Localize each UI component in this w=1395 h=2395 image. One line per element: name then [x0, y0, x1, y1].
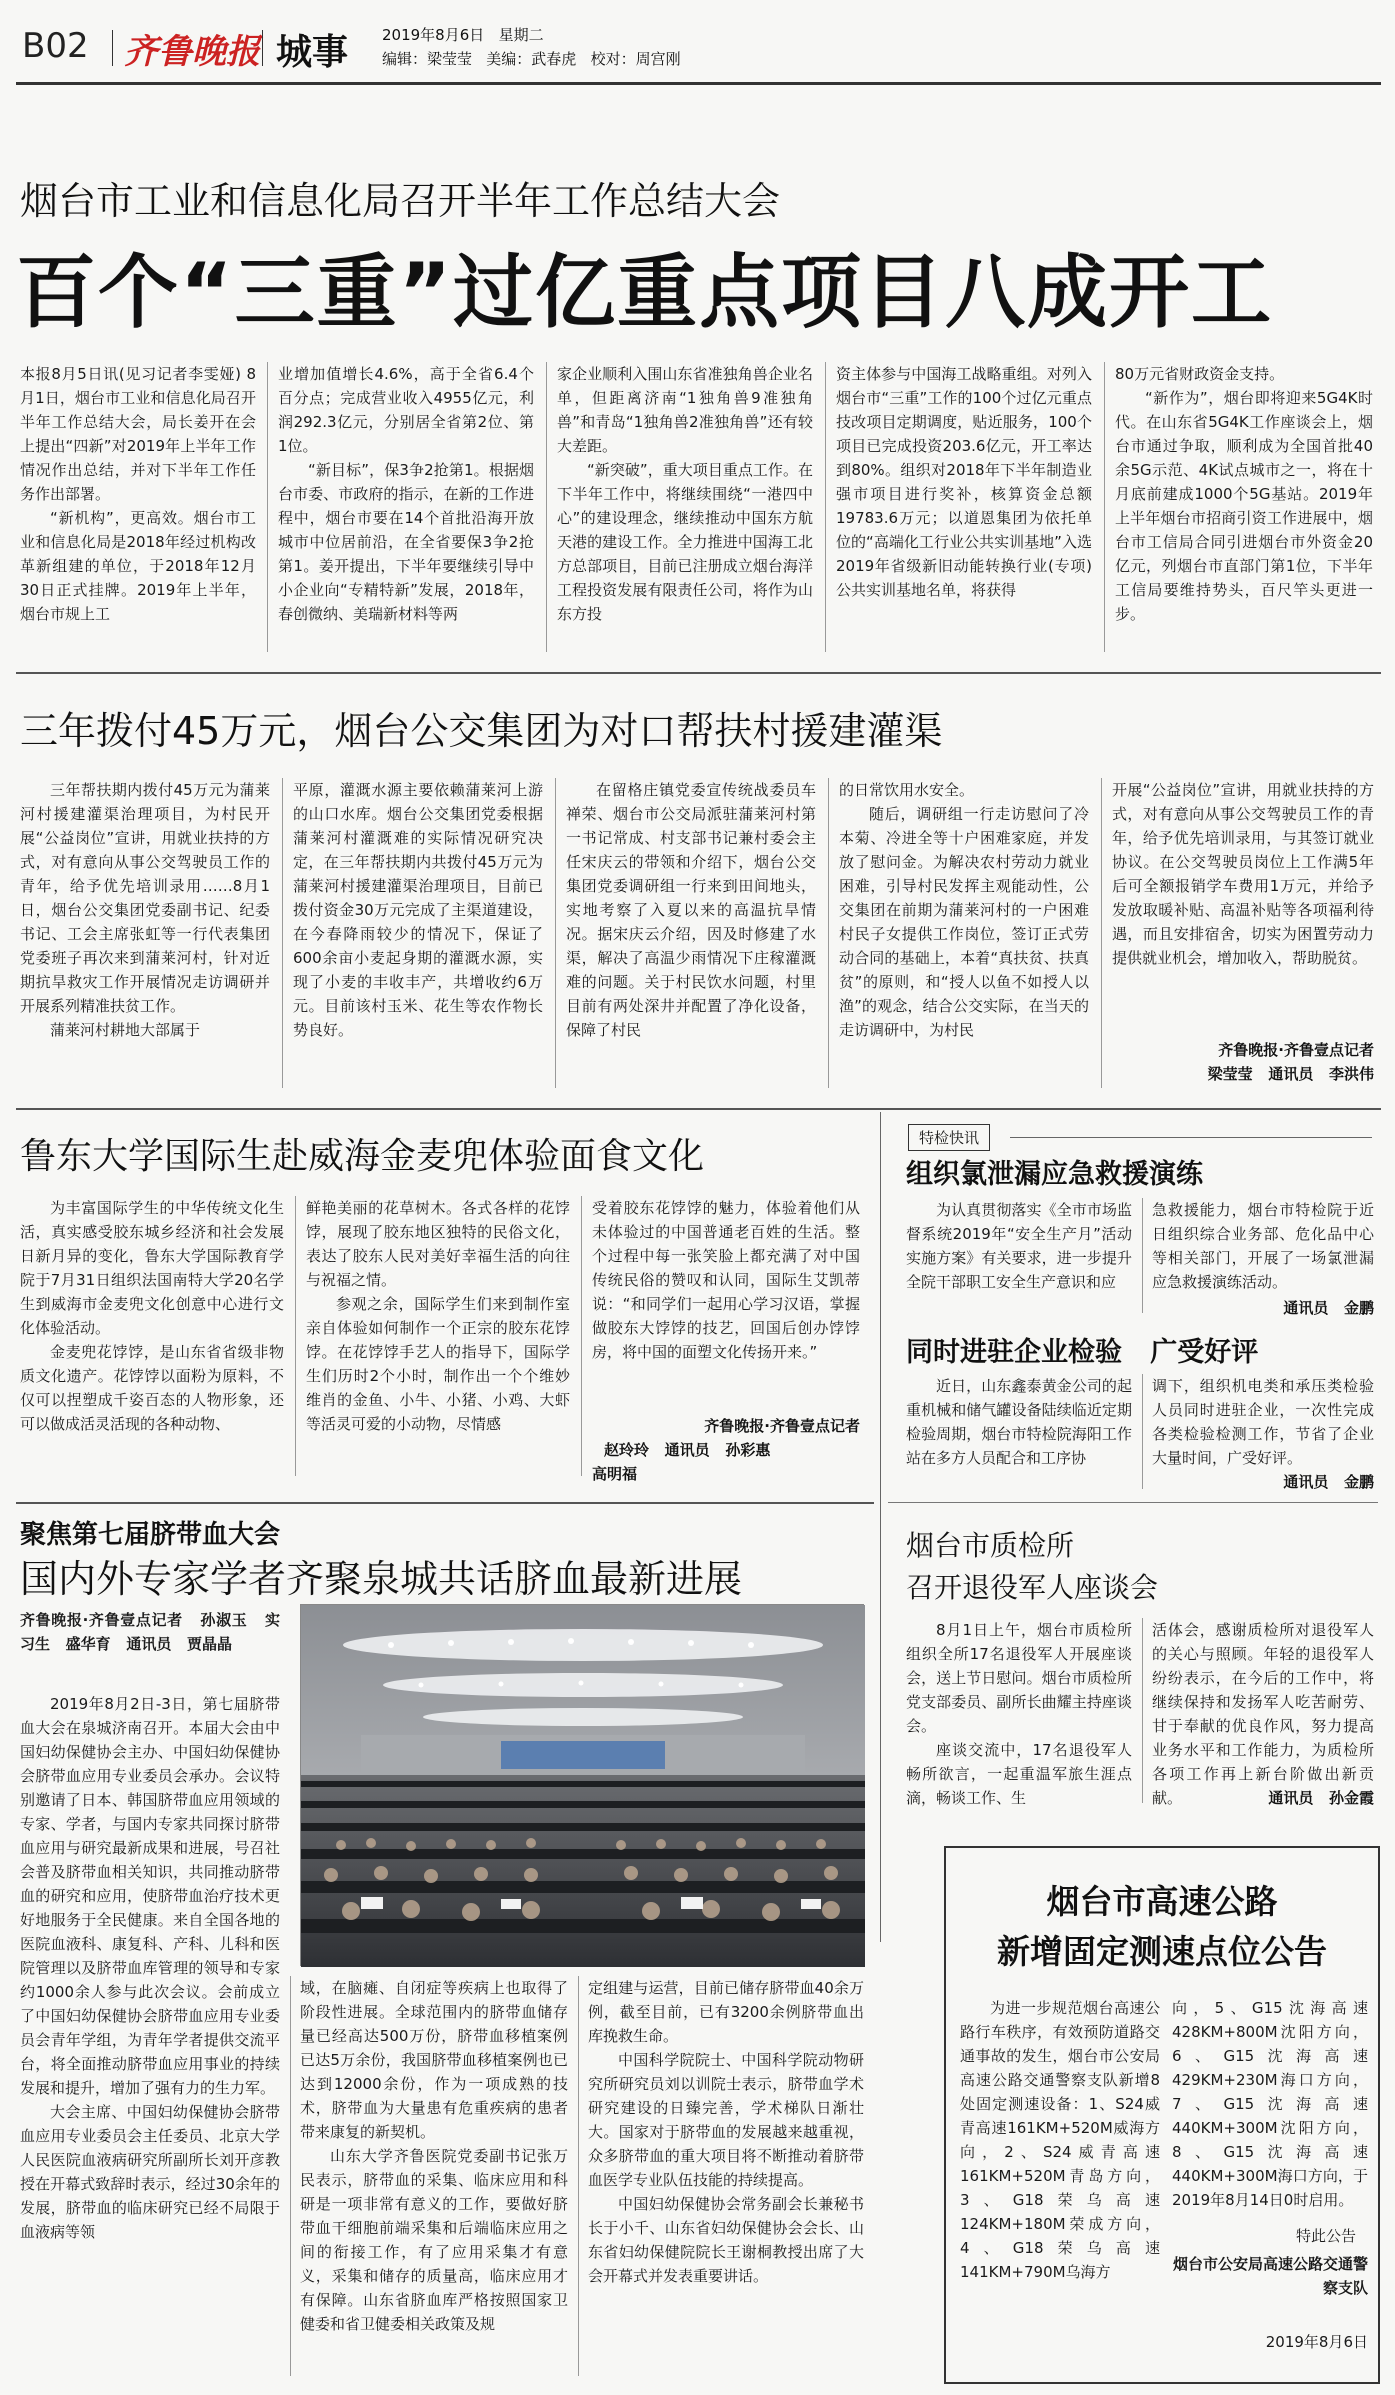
ldu-byline-3: 高明福: [592, 1465, 638, 1483]
inspection-tag: 特检快讯: [908, 1124, 990, 1151]
masthead-divider: [112, 30, 113, 66]
lead-col-5: 80万元省财政资金支持。 “新作为”，烟台即将迎来5G4K时代。在山东省5G4K工作座谈会上，烟台市通过争取，顺利成为全国首批40余5G示范、4K试点城市之一，将在十月底前建成1000个5G基站。2019年上半年烟台市招商引资工作进展中，烟台市工信局合同引进烟台市外资金20亿元，列烟台市直部门第1位，下半年工信局要维持势头，百尺竿头更进一步。: [1115, 365, 1373, 623]
inspection-s1-col-1: 为认真贯彻落实《全市市场监督系统2019年“安全生产月”活动实施方案》有关要求，进一步提升全院干部职工安全生产意识和应: [906, 1201, 1132, 1291]
column-rule: [825, 362, 826, 652]
ldu-col-2: 鲜艳美丽的花草树木。各式各样的花饽饽，展现了胶东地区独特的民俗文化，表达了胶东人民对美好幸福生活的向往与祝福之情。 参观之余，国际学生们来到制作室亲自体验如何制作一个正宗的胶东花饽饽。在花饽饽手艺人的指导下，国际学生们历时2个小时，制作出一个个维妙维肖的金鱼、小牛、小猪、小鸡、大虾等活灵可爱的小动物，尽情感: [306, 1199, 570, 1433]
cord-kicker: 聚焦第七届脐带血大会: [20, 1520, 281, 1550]
cord-col-1: 2019年8月2日-3日，第七届脐带血大会在泉城济南召开。本届大会由中国妇幼保健协会主办、中国妇幼保健协会脐带血应用专业委员会承办。会议特别邀请了日本、韩国脐带血应用领域的专家、学者，与国内专家共同探讨脐带血应用与研究最新成果和进展，号召社会普及脐带血相关知识，共同推动脐带血的研究和应用，使脐带血治疗技术更好地服务于全民健康。来自全国各地的医院血液科、康复科、产科、儿科和医院管理以及脐带血库管理的领导和专家约1000余人参与此次会议。会前成立了中国妇幼保健协会脐带血应用专业委员会青年学组，为青年学者提供交流平台，将全面推动脐带血应用事业的持续发展和提升，增加了强有力的生力军。 大会主席、中国妇幼保健协会脐带血应用专业委员会主任委员、北京大学人民医院血液病研究所副所长刘开彦教授在开幕式致辞时表示，经过30余年的发展，脐带血的临床研究已经不局限于血液病等领: [20, 1695, 280, 2241]
column-rule: [282, 778, 283, 1088]
inspection-s2-title: 同时进驻企业检验 广受好评: [906, 1337, 1259, 1368]
section-rule: [16, 672, 1381, 674]
column-rule: [1101, 778, 1102, 1088]
paper-logo: 齐鲁晚报: [124, 32, 260, 72]
inspection-s1-byline: 通讯员 金鹏: [1283, 1299, 1374, 1317]
right-column-divider: [880, 1112, 881, 1942]
veteran-col-1: 8月1日上午，烟台市质检所组织全所17名退役军人开展座谈会，送上节日慰问。烟台市质检所党支部委员、副所长曲耀主持座谈会。 座谈交流中，17名退役军人畅所欲言，一起重温军旅生涯点滴，畅谈工作、生: [906, 1621, 1132, 1807]
column-rule: [555, 778, 556, 1088]
masthead-rule: [16, 82, 1381, 85]
inspection-s2-byline: 通讯员 金鹏: [1283, 1473, 1374, 1491]
ldu-byline-1: 齐鲁晚报·齐鲁壹点记者: [704, 1417, 860, 1435]
column-rule: [546, 362, 547, 652]
column-rule: [828, 778, 829, 1088]
bus-byline-2: 梁莹莹 通讯员 李洪伟: [1207, 1065, 1374, 1083]
inspection-s2-col-2: 调下，组织机电类和承压类检验人员同时进驻企业，一次性完成各类检验检测工作，节省了企业大量时间，广受好评。: [1152, 1377, 1374, 1467]
notice-title-2: 新增固定测速点位公告: [997, 1932, 1327, 1971]
veteran-title-2: 召开退役军人座谈会: [906, 1571, 1159, 1604]
column-rule: [1142, 1618, 1143, 1803]
section-rule: [16, 1502, 874, 1504]
notice-col-2: 向，5、G15沈海高速428KM+800M沈阳方向，6、G15沈海高速429KM+230M海口方向，7、G15沈海高速440KM+300M沈阳方向，8、G15沈海高速440KM+300M海口方向，于2019年8月14日0时启用。: [1172, 1999, 1368, 2209]
column-rule: [578, 1976, 579, 2376]
column-rule: [290, 1976, 291, 2376]
veteran-col-2: 活体会，感谢质检所对退役军人的关心与照顾。年轻的退役军人纷纷表示，在今后的工作中，将继续保持和发扬军人吃苦耐劳、甘于奉献的优良作风，努力提高业务水平和工作能力，为质检所各项工作再上新台阶做出新贡献。: [1152, 1621, 1374, 1807]
inspection-s2-col-1: 近日，山东鑫泰黄金公司的起重机械和储气罐设备陆续临近定期检验周期，烟台市特检院海阳工作站在多方人员配合和工序协: [906, 1377, 1132, 1467]
veteran-byline: 通讯员 孙金霞: [1268, 1789, 1374, 1807]
cord-col-2: 域，在脑瘫、自闭症等疾病上也取得了阶段性进展。全球范围内的脐带血储存量已经高达500万份，脐带血移植案例已达5万余份，我国脐带血移植案例也已达到12000余份，作为一项成熟的技术，脐带血为大量患有危重疾病的患者带来康复的新契机。 山东大学齐鲁医院党委副书记张万民表示，脐带血的采集、临床应用和科研是一项非常有意义的工作，要做好脐带血干细胞前端采集和后端临床应用之间的衔接工作，有了应用采集才有意义，采集和储存的质量高，临床应用才有保障。山东省脐血库严格按照国家卫健委和省卫健委相关政策及规: [300, 1979, 568, 2333]
notice-date: 2019年8月6日: [1265, 2333, 1368, 2351]
notice-col-1: 为进一步规范烟台高速公路行车秩序，有效预防道路交通事故的发生，烟台市公安局高速公路交通警察支队新增8处固定测速设备：1、S24威青高速161KM+520M威海方向，2、S24威青高速161KM+520M青岛方向，3、G18荣乌高速124KM+180M荣成方向，4、G18荣乌高速141KM+790M乌海方: [960, 1999, 1160, 2281]
lead-col-1: 本报8月5日讯(见习记者李雯娅) 8月1日，烟台市工业和信息化局召开半年工作总结大会，局长姜开在会上提出“四新”对2019年上半年工作情况作出总结，并对下半年工作任务作出部署。 “新机构”，更高效。烟台市工业和信息化局是2018年经过机构改革新组建的单位，于2018年12月30日正式挂牌。2019年上半年，烟台市规上工: [20, 365, 256, 623]
inspection-s1-title: 组织氯泄漏应急救援演练: [906, 1159, 1203, 1190]
ldu-headline: 鲁东大学国际生赴威海金麦兜体验面食文化: [20, 1136, 705, 1177]
issue-date: 2019年8月6日 星期二: [382, 26, 544, 44]
column-rule: [1142, 1198, 1143, 1313]
bus-col-3: 在留格庄镇党委宣传统战委员车禅荣、烟台市公交局派驻蒲莱河村第一书记常成、村支部书记兼村委会主任宋庆云的带领和介绍下，烟台公交集团党委调研组一行来到田间地头，实地考察了入夏以来的高温抗旱情况。据宋庆云介绍，因及时修建了水渠，解决了高温少雨情况下庄稼灌溉难的问题。关于村民饮水问题，村里目前有两处深井并配置了净化设备，保障了村民: [566, 781, 816, 1039]
cord-col-3: 定组建与运营，目前已储存脐带血40余万例，截至目前，已有3200余例脐带血出库挽救生命。 中国科学院院士、中国科学院动物研究所研究员刘以训院士表示，脐带血学术研究建设的日臻完善，学术梯队日渐壮大。国家对于脐带血的发展越来越重视，众多脐带血的重大项目将不断推动着脐带血医学专业队伍技能的持续提高。 中国妇幼保健协会常务副会长兼秘书长于小千、山东省妇幼保健协会会长、山东省妇幼保健院院长王谢桐教授出席了大会开幕式并发表重要讲话。: [588, 1979, 864, 2285]
editor-credits: 编辑：梁莹莹 美编：武春虎 校对：周宫刚: [382, 50, 681, 68]
masthead-divider: [262, 30, 263, 66]
inspection-s1-col-2: 急救援能力，烟台市特检院于近日组织综合业务部、危化品中心等相关部门，开展了一场氯泄漏应急救援演练活动。: [1152, 1201, 1374, 1291]
bus-col-1: 三年帮扶期内拨付45万元为蒲莱河村援建灌渠治理项目，为村民开展“公益岗位”宣讲，用就业扶持的方式，对有意向从事公交驾驶员工作的青年，给予优先培训录用……8月1日，烟台公交集团党委副书记、纪委书记、工会主席张虹等一行代表集团党委班子再次来到蒲莱河村，针对近期抗旱救灾工作开展情况走访调研并开展系列精准扶贫工作。 蒲莱河村耕地大部属于: [20, 781, 270, 1039]
lead-col-3: 家企业顺利入围山东省准独角兽企业名单，但距离济南“1独角兽9准独角兽”和青岛“1独角兽2准独角兽”还有较大差距。 “新突破”，重大项目重点工作。在下半年工作中，将继续围绕“一港四中心”的建设理念，继续推动中国东方航天港的建设工作。全力推进中国海工北方总部项目，目前已注册成立烟台海洋工程投资发展有限责任公司，将作为山东方投: [557, 365, 813, 623]
cord-headline: 国内外专家学者齐聚泉城共话脐血最新进展: [20, 1557, 743, 1601]
lead-col-2: 业增加值增长4.6%，高于全省6.4个百分点；完成营业收入4955亿元，利润292.3亿元，分别居全省第2位、第1位。 “新目标”，保3争2抢第1。根据烟台市委、市政府的指示，在新的工作进程中，烟台市要在14个首批沿海开放城市中位居前沿，在全省要保3争2抢第1。姜开提出，下半年要继续引导中小企业向“专精特新”发展，2018年，春创微纳、美瑞新材料等两: [278, 365, 534, 623]
ldu-byline-2: 赵玲玲 通讯员 孙彩惠: [604, 1441, 771, 1459]
lead-kicker: 烟台市工业和信息化局召开半年工作总结大会: [20, 179, 781, 223]
section-rule: [16, 1108, 1381, 1110]
section-rule: [888, 1502, 1378, 1503]
conference-photo: [300, 1604, 864, 1966]
notice-signer: 烟台市公安局高速公路交通警察支队: [1172, 2255, 1368, 2297]
veteran-title-1: 烟台市质检所: [906, 1529, 1075, 1562]
bus-byline-1: 齐鲁晚报·齐鲁壹点记者: [1218, 1041, 1374, 1059]
column-rule: [581, 1196, 582, 1476]
page-number: B02: [22, 26, 89, 66]
column-rule: [1142, 1374, 1143, 1489]
cord-byline: 齐鲁晚报·齐鲁壹点记者 孙淑玉 实习生 盛华育 通讯员 贾晶晶: [20, 1611, 280, 1653]
notice-title-1: 烟台市高速公路: [1046, 1882, 1278, 1921]
column-rule: [295, 1196, 296, 1476]
ldu-col-3: 受着胶东花饽饽的魅力，体验着他们从未体验过的中国普通老百姓的生活。整个过程中每一张笑脸上都充满了对中国传统民俗的赞叹和认同，国际生艾凯蒂说：“和同学们一起用心学习汉语，掌握做胶东大饽饽的技艺，回国后创办饽饽房，将中国的面塑文化传扬开来。”: [592, 1199, 860, 1361]
bus-col-5: 开展“公益岗位”宣讲，用就业扶持的方式，对有意向从事公交驾驶员工作的青年，给予优先培训录用，与其签订就业协议。在公交驾驶员岗位上工作满5年后可全额报销学车费用1万元，并给予发放取暖补贴、高温补贴等各项福利待遇，而且安排宿舍，切实为困置劳动力提供就业机会，增加收入，帮助脱贫。: [1112, 781, 1374, 967]
notice-closing: 特此公告: [1295, 2227, 1356, 2245]
section-name: 城事: [276, 32, 349, 73]
lead-col-4: 资主体参与中国海工战略重组。对列入烟台市“三重”工作的100个过亿元重点技改项目定期调度，贴近服务，100个项目已完成投资203.6亿元，开工率达到80%。组织对2018年下半年制造业强市项目进行奖补，核算资金总额19783.6万元；以道恩集团为依托单位的“高端化工行业公共实训基地”入选2019年省级新旧动能转换行业(专项)公共实训基地名单，将获得: [836, 365, 1092, 599]
tag-rule: [1010, 1137, 1372, 1138]
bus-col-2: 平原，灌溉水源主要依赖蒲莱河上游的山口水库。烟台公交集团党委根据蒲莱河村灌溉难的实际情况研究决定，在三年帮扶期内共拨付45万元为蒲莱河村援建灌渠治理项目，目前已拨付资金30万元完成了主渠道建设，在今春降雨较少的情况下，保证了600余亩小麦起身期的灌溉水源，实现了小麦的丰收丰产，共增收约6万元。目前该村玉米、花生等农作物长势良好。: [293, 781, 543, 1039]
column-rule: [1104, 362, 1105, 652]
column-rule: [267, 362, 268, 652]
bus-headline: 三年拨付45万元，烟台公交集团为对口帮扶村援建灌渠: [20, 709, 943, 753]
ldu-col-1: 为丰富国际学生的中华传统文化生活，真实感受胶东城乡经济和社会发展日新月异的变化，鲁东大学国际教育学院于7月31日组织法国南特大学20名学生到威海市金麦兜文化创意中心进行文化体验活动。 金麦兜花饽饽，是山东省省级非物质文化遗产。花饽饽以面粉为原料，不仅可以捏塑成千姿百态的人物形象，还可以做成活灵活现的各种动物、: [20, 1199, 284, 1433]
lead-headline: 百个“三重”过亿重点项目八成开工: [16, 246, 1274, 339]
bus-col-4: 的日常饮用水安全。 随后，调研组一行走访慰问了冷本菊、冷进全等十户困难家庭，并发放了慰问金。为解决农村劳动力就业困难，引导村民发挥主观能动性，公交集团在前期为蒲莱河村的一户困难村民子女提供工作岗位，签订正式劳动合同的基础上，本着“真扶贫、扶真贫”的原则，和“授人以鱼不如授人以渔”的观念，结合公交实际，在当天的走访调研中，为村民: [839, 781, 1089, 1039]
